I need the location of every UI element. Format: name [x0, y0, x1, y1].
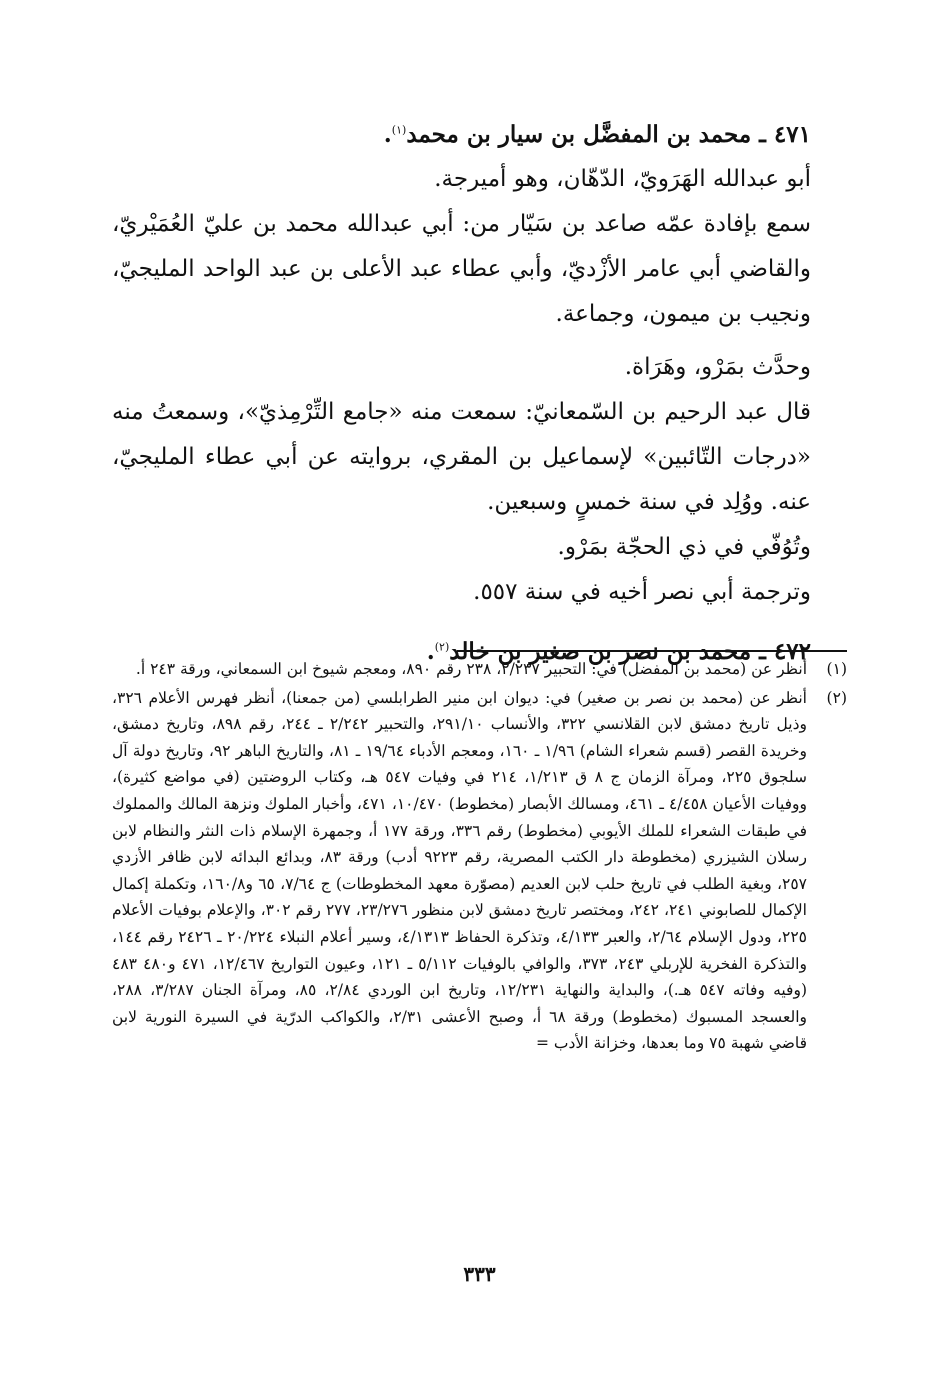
- footnote-text: أنظر عن (محمد بن نصر بن صغير) في: ديوان ابن منير الطرابلسي (من جمعنا)، أنظر فهرس الأعلام ٣٢٦، وذيل تاريخ دمشق لابن القلانسي ٣٢٢، والأنساب ٢٩١/١٠، والتحبير ٢/٢٤٢ ـ ٢٤٤، رقم ٨٩٨، وتاريخ دمشق، وخريدة القصر (قسم شعراء الشام) ١/٩٦ ـ ١٦٠، ومعجم الأدباء ١٩/٦٤ ـ ٨١، والتاريخ الباهر ٩٢، وتاريخ دولة آل سلجوق ٢٢٥، ومرآة الزمان ج ٨ ق ١/٢١٣، ٢١٤ في وفيات ٥٤٧ هـ، وكتاب الروضتين (في مواضع كثيرة)، ووفيات الأعيان ٤/٤٥٨ ـ ٤٦١، ومسالك الأبصار (مخطوط) ١٠/٤٧٠، ٤٧١، وأخبار الملوك ونزهة المالك والمملوك في طبقات الشعراء للملك الأيوبي (مخطوط) رقم ٣٣٦، ورقة ١٧٧ أ، وجمهرة الإسلام ذات النثر والنظام لابن رسلان الشيزري (مخطوطة دار الكتب المصرية، رقم ٩٢٢٣ أدب) ورقة ٨٣، وبدائع البدائه لابن ظافر الأزدي ٢٥٧، وبغية الطلب في تاريخ حلب لابن العديم (مصوّرة معهد المخطوطات) ج ٧/٦٤، ٦٥ و١٦٠/٨، وتكملة إكمال الإكمال للصابوني ٢٤١، ٢٤٢، ومختصر تاريخ دمشق لابن منظور ٢٣/٢٧٦، ٢٧٧ رقم ٣٠٢، والإعلام بوفيات الأعلام ٢٢٥، ودول الإسلام ٢/٦٤، والعبر ٤/١٣٣، وتذكرة الحفاظ ٤/١٣١٣، وسير أعلام النبلاء ٢٠/٢٢٤ ـ ٢٤٢٦ رقم ١٤٤، والتذكرة الفخرية للإربلي ٢٤٣، ٣٧٣، والوافي بالوفيات ٥/١١٢ ـ ١٢١، وعيون التواريخ ١٢/٤٦٧، ٤٧١ و٤٨٠ ٤٨٣ (وفيه وفاته ٥٤٧ هـ.)، والبداية والنهاية ١٢/٢٣١، وتاريخ ابن الوردي ٢/٨٤، ٨٥، ومرآة الجنان ٣/٢٨٧، ٢٨٨، والعسجد المسبوك (مخطوط) ورقة ٦٨ أ، وصبح الأعشى ٢/٣١، والكواكب الدرّية في السيرة النورية لابن قاضي شهبة ٧٥ وما بعدها، وخزانة الأدب =: [112, 688, 808, 1053]
- entry-471-narrated: وحدَّث بمَرْو، وهَرَاة.: [624, 354, 811, 380]
- footnote-2: [112, 685, 847, 1057]
- entry-472-title: ٤٧٢ ـ محمد بن نصر بن صغير بن خالد: [449, 638, 811, 665]
- entry-471-heading: [112, 112, 847, 157]
- footnote-1: [112, 656, 847, 683]
- entry-471-title-end: .: [383, 121, 392, 148]
- footnote-number: (١): [826, 660, 847, 678]
- entry-471-kunya: أبو عبدالله الهَرَويّ، الدّهّان، وهو أميرجة.: [434, 166, 811, 192]
- footnotes: [112, 656, 847, 1057]
- footnote-ref-2: (٢): [434, 640, 450, 654]
- entry-471-brother: وترجمة أبي نصر أخيه في سنة ٥٥٧.: [473, 579, 811, 605]
- page-number: ٣٣٣: [463, 1262, 496, 1286]
- footnote-ref-1: (١): [391, 123, 407, 137]
- main-text: [112, 112, 847, 674]
- footnote-text: أنظر عن (محمد بن المفضل) في: التحبير ٢/٢٣٧، ٢٣٨ رقم ٨٩٠، ومعجم شيوخ ابن السمعاني، ورقة ٢٤٣ أ.: [135, 660, 807, 678]
- entry-471-samani-quote: قال عبد الرحيم بن السّمعانيّ: سمعت منه «جامع التِّرْمِذيّ»، وسمعتُ منه «درجات التّائبين» لإسماعيل بن المقري، بروايته عن أبي عطاء المليجيّ، عنه. ووُلِد في سنة خمسٍ وسبعين.: [112, 399, 811, 515]
- footnote-number: (٢): [826, 688, 847, 707]
- entry-471-death: وتُوُفّي في ذي الحجّة بمَرْو.: [557, 534, 811, 560]
- book-page: [112, 0, 847, 1374]
- entry-471-teachers: سمع بإفادة عمّه صاعد بن سَيّار من: أبي عبدالله محمد بن عليّ العُمَيْريّ، والقاضي أبي عامر الأزْديّ، وأبي عطاء عبد الأعلى بن عبد الواحد المليجيّ، ونجيب بن ميمون، وجماعة.: [112, 211, 811, 327]
- footnote-separator: [457, 650, 847, 652]
- entry-471-title: ٤٧١ ـ محمد بن المفضَّل بن سيار بن محمد: [406, 121, 811, 148]
- entry-472-title-end: .: [426, 638, 435, 665]
